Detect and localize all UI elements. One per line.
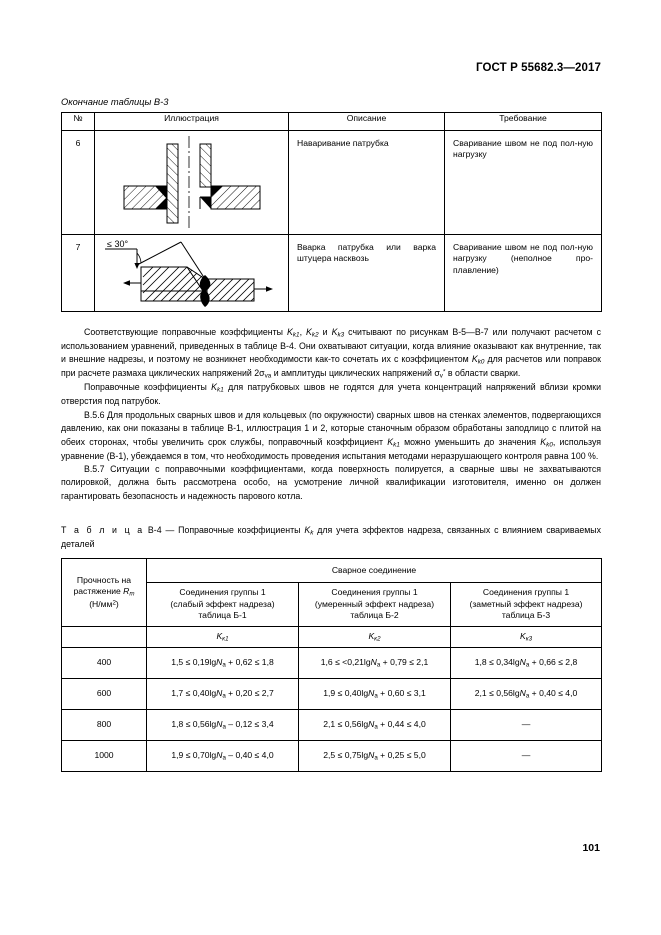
group3-line3: таблица Б-3 [501, 610, 551, 621]
equation: 2,1 ≤ 0,56lgN$_a$ + 0,40 ≤ 4,0 [474, 687, 578, 700]
symbol-kk1: K [287, 327, 293, 337]
group1-line3: таблица Б-1 [198, 610, 247, 621]
symbol-kk2-sub: k2 [311, 331, 319, 339]
angle-label: ≤ 30° [106, 239, 128, 249]
table-b4-caption-dash: — [165, 525, 175, 536]
para1-part-e: для расчетов или поправок при расчете размаха циклических напряжений 2σ [61, 354, 601, 379]
table-b4 [61, 558, 602, 772]
para1-part-b: , [299, 327, 307, 337]
table-b4-span-header-row [62, 559, 602, 583]
symbol-rm: R [123, 586, 130, 597]
sub-v: v [439, 372, 443, 380]
symbol-base: K [216, 630, 223, 641]
equation: 1,8 ≤ 0,56lgN$_a$ – 0,12 ≤ 3,4 [171, 718, 274, 731]
row-number: 6 [62, 131, 95, 235]
table-b4-symbol-row [62, 627, 602, 648]
equation: 1,7 ≤ 0,40lgN$_a$ + 0,20 ≤ 2,7 [171, 687, 274, 700]
row-number: 7 [62, 235, 95, 312]
cell-rm: 600 [62, 679, 147, 710]
para1-part-c: и [318, 327, 332, 337]
table-b4-col-strength [62, 559, 147, 627]
figure-container [95, 235, 288, 311]
table-b4-symbol-kk1 [147, 627, 299, 648]
symbol-kk1-sub: k1 [217, 386, 224, 394]
table-b4-caption [61, 524, 601, 551]
equation: 1,9 ≤ 0,70lgN$_a$ – 0,40 ≤ 4,0 [171, 749, 274, 762]
cell-rm: 800 [62, 710, 147, 741]
table-b3-col-ill: Иллюстрация [95, 113, 289, 131]
equation: 1,9 ≤ 0,40lgN$_a$ + 0,60 ≤ 3,1 [323, 687, 426, 700]
row-requirement: Сваривание швом не под пол-ную нагрузку [445, 131, 602, 235]
table-b4-caption-text-a: Поправочные коэффициенты [178, 525, 305, 536]
equation: 1,5 ≤ 0,19lgN$_a$ + 0,62 ≤ 1,8 [171, 656, 274, 669]
table-b4-symbol-blank [62, 627, 147, 648]
para3-part-c: , используя уравнение (В-1), убеждаемся в том, что необходимость проведения испытания методами неразрушающего контроля равна 100 %. [61, 436, 602, 461]
cell-kk2 [299, 741, 451, 772]
table-b4-group-3 [451, 583, 602, 627]
cell-kk2 [299, 648, 451, 679]
para2-part-b: для патрубковых швов не годятся для учета концентраций напряжений вблизи кромки отверстия под патрубок. [61, 382, 602, 407]
strength-line3 [64, 599, 144, 611]
row-description: Вварка патрубка или варка штуцера насквозь [289, 235, 445, 312]
para1-part-a: Соответствующие поправочные коэффициенты [84, 327, 287, 337]
table-b3-continuation-label: Окончание таблицы В-3 [61, 97, 169, 107]
group3-line2: (заметный эффект надреза) [469, 598, 583, 609]
table-b3 [61, 112, 602, 312]
symbol-kk0: K [471, 354, 478, 365]
strength-line2-text: растяжение [73, 586, 124, 597]
symbol-kk3-sub: k3 [337, 331, 345, 339]
symbol-kk-sub: k [310, 529, 314, 537]
symbol-base: K [368, 630, 375, 641]
cell-kk1 [147, 710, 299, 741]
welded-on-nozzle-section-drawing [95, 131, 289, 235]
symbol-kk: K [304, 525, 311, 536]
strength-units-end: ) [115, 599, 119, 609]
table-row [62, 131, 602, 235]
symbol-kk0: K [540, 436, 547, 447]
symbol-sub: к1 [222, 635, 229, 643]
table-row [62, 710, 602, 741]
group2-line2: (умеренный эффект надреза) [314, 598, 435, 609]
group2-line3: таблица Б-2 [350, 610, 399, 621]
cell-kk1 [147, 648, 299, 679]
table-b3-col-desc: Описание [289, 113, 445, 131]
standard-number-header: ГОСТ Р 55682.3—2017 [476, 62, 601, 74]
table-b4-caption-number: В-4 [147, 525, 162, 536]
sup-star: * [442, 368, 446, 376]
symbol-kk3: K [331, 327, 338, 337]
equation: — [521, 719, 531, 730]
para3-part-b: можно уменьшить до значения [399, 436, 541, 447]
sub-va: va [264, 372, 272, 380]
symbol-rm-sub: m [129, 590, 135, 598]
group2-line1: Соединения группы 1 [331, 587, 418, 598]
strength-line2 [64, 586, 144, 599]
paragraph-b-5-7: B.5.7 Ситуации с поправочными коэффициентами, когда поверхность полируется, а сварные швы не захватываются полировкой, должна быть рассмотрена особо, на усмотрение личной квалификации изготовителя, именно он должен гарантировать безопасность и надежность парового котла. [61, 463, 601, 501]
para1-part-g: в области сварки. [445, 368, 521, 379]
set-through-nozzle-bevel-drawing [95, 235, 289, 312]
group1-line2: (слабый эффект надреза) [170, 598, 275, 609]
table-row [62, 679, 602, 710]
para2-part-a: Поправочные коэффициенты [84, 382, 212, 393]
strength-units: (Н/мм [89, 599, 113, 609]
bevel-weld-diagram-svg [99, 235, 285, 311]
table-b4-symbol-kk2 [299, 627, 451, 648]
cell-kk3 [451, 648, 602, 679]
group3-line1: Соединения группы 1 [482, 587, 570, 598]
paragraph-b-5-6 [61, 409, 601, 463]
table-row [62, 235, 602, 312]
table-b4-symbol-kk3 [451, 627, 602, 648]
symbol-sub: к3 [525, 635, 533, 643]
strength-units-sup: 2 [112, 599, 116, 607]
cell-rm: 400 [62, 648, 147, 679]
page-number: 101 [582, 842, 600, 854]
paragraph-coefficients [61, 326, 601, 381]
symbol-kk0-sub: k0 [546, 440, 553, 448]
equation: — [521, 750, 531, 761]
cell-kk3 [451, 679, 602, 710]
cell-kk2 [299, 679, 451, 710]
cell-rm: 1000 [62, 741, 147, 772]
para1-part-d: считывают по рисункам В-5—В-7 или получают расчетом с использованием уравнений, приведенных в таблице В-4. Они охватывают ситуации, когда влияние оказывают как внутренние, так и внешние надрезы, и поэтому не возникнет необходимости как-то сочетать их с коэффициентом [61, 327, 602, 365]
table-b4-caption-text-b: для учета эффектов надреза, связанных с влиянием свариваемых деталей [61, 525, 601, 549]
symbol-kk1-sub: k1 [292, 331, 300, 339]
table-b3-col-num: № [62, 113, 95, 131]
equation: 2,5 ≤ 0,75lgN$_a$ + 0,25 ≤ 5,0 [323, 749, 426, 762]
symbol-kk1: K [211, 382, 218, 393]
table-b4-group-1 [147, 583, 299, 627]
paragraph-nozzle-seams [61, 381, 601, 408]
para1-part-f: и амплитуды циклических напряжений σ [271, 368, 440, 379]
row-requirement: Сваривание швом не под пол-ную нагрузку (неполное про-плавление) [445, 235, 602, 312]
figure-container [95, 131, 288, 231]
strength-line1: Прочность на [76, 574, 132, 585]
table-b3-header-row [62, 113, 602, 131]
table-b3-col-req: Требование [445, 113, 602, 131]
nozzle-weld-diagram-svg [99, 131, 285, 231]
symbol-kk1: K [387, 436, 394, 447]
table-row [62, 741, 602, 772]
symbol-kk1-sub: k1 [393, 440, 400, 448]
table-b4-group-2 [299, 583, 451, 627]
cell-kk1 [147, 679, 299, 710]
equation: 1,6 ≤ <0,21lgN$_a$ + 0,79 ≤ 2,1 [320, 656, 429, 669]
cell-kk2 [299, 710, 451, 741]
symbol-kk0-sub: k0 [477, 358, 485, 366]
equation: 2,1 ≤ 0,56lgN$_a$ + 0,44 ≤ 4,0 [323, 718, 426, 731]
cell-kk3 [451, 741, 602, 772]
cell-kk1 [147, 741, 299, 772]
table-b4-caption-label: Т а б л и ц а [61, 525, 145, 536]
cell-kk3 [451, 710, 602, 741]
para3-part-a: B.5.6 Для продольных сварных швов и для кольцевых (по окружности) сварных швов на стенках элементов, подвергающихся давлению, как они показаны в таблице В-1, иллюстрация 1 и 2, которые станочным образом обработаны заподлицо с плитой на обеих сторонах, чтобы увеличить срок службы, поправочный коэффициент [61, 409, 601, 447]
symbol-kk2: K [306, 327, 312, 337]
table-row [62, 648, 602, 679]
symbol-base: K [519, 630, 526, 641]
group1-line1: Соединения группы 1 [179, 587, 266, 598]
table-b4-span-header: Сварное соединение [147, 559, 602, 583]
equation: 1,8 ≤ 0,34lgN$_a$ + 0,66 ≤ 2,8 [474, 656, 578, 669]
page-content [61, 0, 601, 772]
row-description: Наваривание патрубка [289, 131, 445, 235]
body-text-block [61, 326, 601, 503]
symbol-sub: к2 [374, 635, 381, 643]
